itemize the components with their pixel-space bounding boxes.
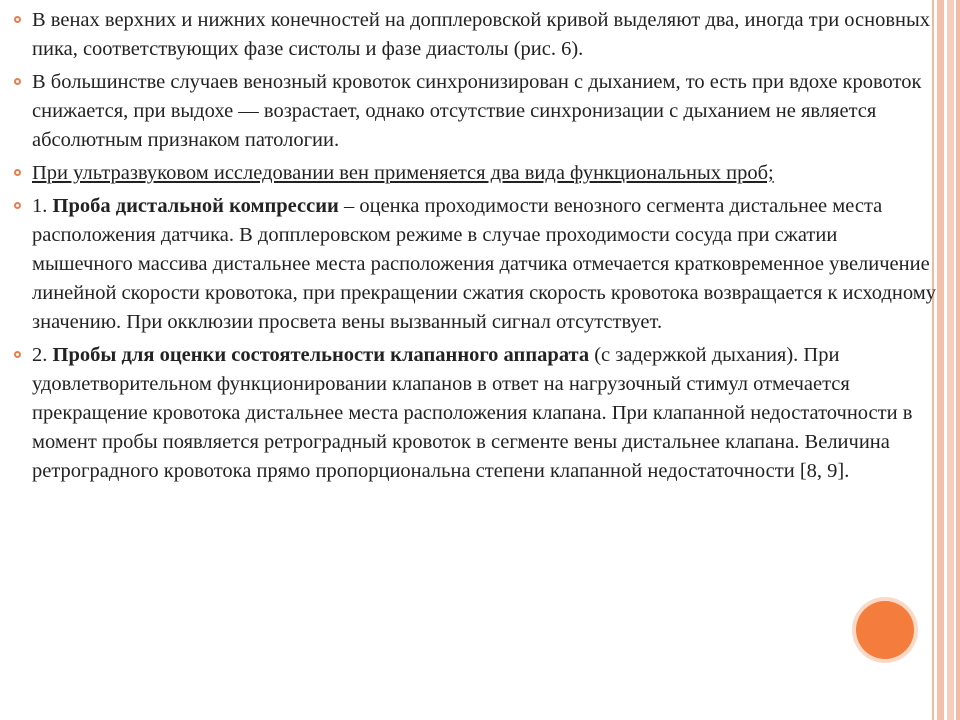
bullet-item-2 [12, 68, 940, 155]
slide-content [12, 6, 940, 490]
decorative-orange-circle [856, 601, 914, 659]
paragraph-prefix: 1. [32, 195, 53, 217]
paragraph-text: (с задержкой дыхания). При удовлетворительном функционировании клапанов в ответ на нагрузочный стимул отмечается прекращение кровотока дистальнее места расположения клапана. При клапанной недостаточности в момент пробы появляется ретроградный кровоток в сегменте вены дистальнее клапана. Величина ретроградного кровотока прямо пропорциональна степени клапанной недостаточности [8, 9]. [32, 344, 913, 482]
bullet-circle-icon [14, 16, 21, 23]
paragraph-text: – оценка проходимости венозного сегмента дистальнее места расположения датчика. В допплеровском режиме в случае проходимости сосуда при сжатии мышечного массива дистальнее места расположения датчика отмечается кратковременное увеличение линейной скорости кровотока, при прекращении сжатия скорость кровотока возвращается к исходному значению. При окклюзии просвета вены вызванный сигнал отсутствует. [32, 195, 936, 333]
bullet-item-5 [12, 341, 940, 486]
bullet-item-1 [12, 6, 940, 64]
bullet-item-4 [12, 192, 940, 337]
stripe-4 [956, 0, 960, 720]
paragraph-bold-term: Пробы для оценки состоятельности клапанного аппарата [52, 344, 590, 366]
paragraph-bold-term: Проба дистальной компрессии [52, 195, 339, 217]
bullet-circle-icon [14, 78, 21, 85]
bullet-circle-icon [14, 351, 21, 358]
paragraph-text: В большинстве случаев венозный кровоток синхронизирован с дыханием, то есть при вдохе кровоток снижается, при выдохе — возрастает, однако отсутствие синхронизации с дыханием не является абсолютным признаком патологии. [32, 71, 922, 151]
bullet-circle-icon [14, 169, 21, 176]
stripe-3 [947, 0, 954, 720]
bullet-circle-icon [14, 202, 21, 209]
paragraph-prefix: 2. [32, 344, 53, 366]
bullet-item-3 [12, 159, 940, 188]
paragraph-text: В венах верхних и нижних конечностей на допплеровской кривой выделяют два, иногда три основных пика, соответствующих фазе систолы и фазе диастолы (рис. 6). [32, 9, 931, 60]
paragraph-text-underlined: При ультразвуковом исследовании вен применяется два вида функциональных проб; [32, 162, 774, 184]
